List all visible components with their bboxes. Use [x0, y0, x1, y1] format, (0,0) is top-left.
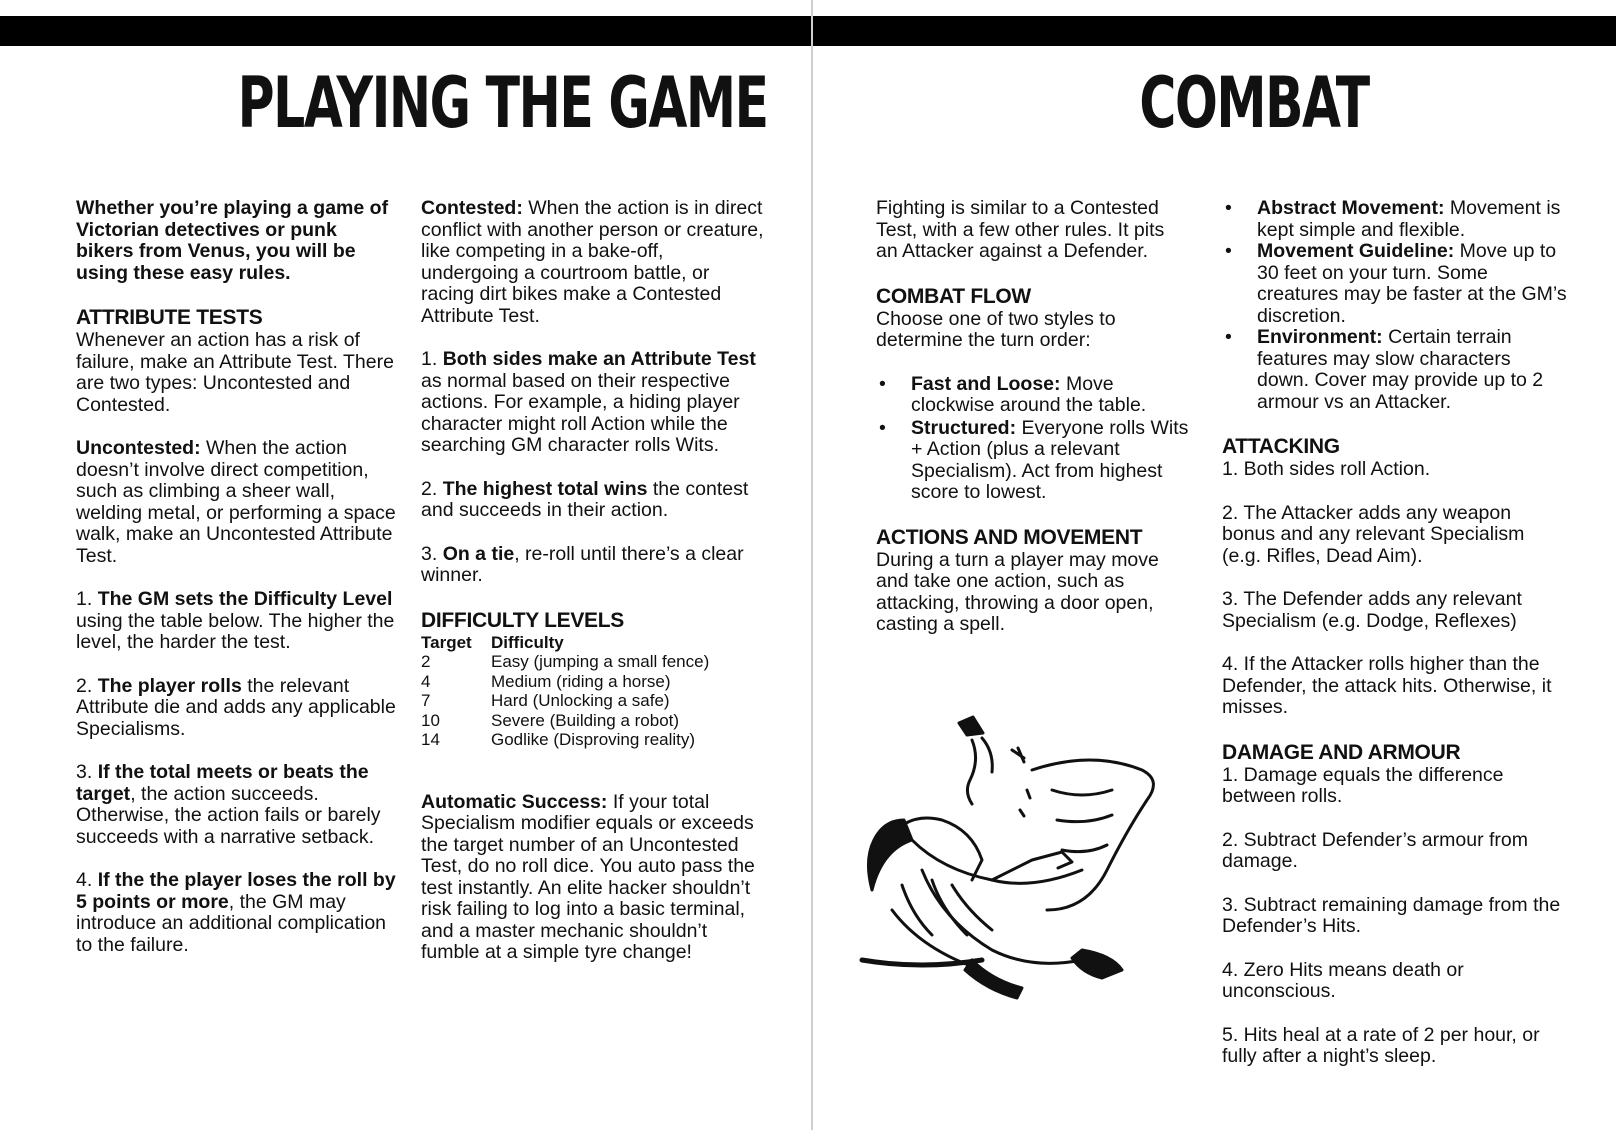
- movement-list: [1222, 198, 1567, 413]
- bullet-bold: Structured:: [911, 416, 1017, 439]
- bullet-text: Everyone rolls Wits + Action (plus a relevant Specialism). Act from highest score to lowest.: [911, 416, 1189, 503]
- column-header-target: Target: [421, 632, 472, 652]
- table-row: [421, 691, 709, 711]
- attacking-heading: ATTACKING: [1222, 435, 1340, 458]
- difficulty-cell: Easy (jumping a small fence): [491, 652, 710, 671]
- bullet-bold: Environment:: [1257, 326, 1383, 348]
- column-header-difficulty: Difficulty: [491, 632, 564, 652]
- attribute-tests-heading: ATTRIBUTE TESTS: [76, 306, 263, 329]
- attacking-step: 2. The Attacker adds any weapon bonus and any relevant Specialism (e.g. Rifles, Dead Aim).: [1222, 501, 1525, 567]
- combat-flow-body: Choose one of two styles to determine the turn order:: [876, 307, 1116, 351]
- automatic-success-paragraph: [421, 792, 766, 964]
- difficulty-cell: Hard (Unlocking a safe): [491, 691, 670, 710]
- damage-armour-heading: DAMAGE AND ARMOUR: [1222, 740, 1461, 764]
- combat-intro: Fighting is similar to a Contested Test, with a few other rules. It pits an Attacker against a Defender.: [876, 197, 1165, 262]
- bullet-text: Movement is kept simple and flexible.: [1257, 197, 1561, 241]
- table-row: [421, 652, 709, 672]
- uncontested-text: When the action doesn’t involve direct competition, such as climbing a sheer wall, welding metal, or performing a space walk, make an Uncontested Attribute Test.: [76, 437, 396, 567]
- difficulty-cell: Godlike (Disproving reality): [491, 730, 696, 749]
- step-number: 4.: [76, 869, 98, 891]
- gunslinger-illustration: [852, 710, 1182, 1010]
- left-page-column-2: [421, 198, 766, 986]
- step-text: , the action succeeds. Otherwise, the action fails or barely succeeds with a narrative setback.: [76, 782, 381, 848]
- bullet-text: Certain terrain features may slow characters down. Cover may provide up to 2 armour vs an Attacker.: [1257, 326, 1544, 413]
- damage-step: 5. Hits heal at a rate of 2 per hour, or fully after a night’s sleep.: [1222, 1023, 1540, 1067]
- left-page-column-1: [76, 198, 396, 978]
- contested-paragraph: [421, 198, 766, 327]
- table-row: [421, 672, 709, 692]
- page-title-combat: COMBAT: [1139, 62, 1369, 144]
- intro-paragraph: Whether you’re playing a game of Victorian detectives or punk bikers from Venus, you will be using these easy rules.: [76, 197, 389, 284]
- step-text: the contest and succeeds in their action.: [421, 477, 749, 521]
- right-page-column-1: [876, 198, 1191, 658]
- step-number: 3.: [76, 761, 98, 783]
- step-text: , the GM may introduce an additional complication to the failure.: [76, 890, 387, 956]
- uncontested-step: [76, 762, 396, 848]
- table-header-row: [421, 633, 709, 653]
- table-row: [421, 730, 709, 750]
- step-bold: The GM sets the Difficulty Level: [97, 588, 393, 610]
- step-text: the relevant Attribute die and adds any applicable Specialisms.: [76, 674, 396, 740]
- automatic-success-text: If your total Specialism modifier equals or exceeds the target number of an Uncontested Test, do no roll dice. You auto pass the test instantly. An elite hacker shouldn’t risk failing to log into a basic terminal, and a master mechanic shouldn’t fumble at a simple tyre change!: [421, 790, 755, 963]
- difficulty-table: [421, 633, 709, 750]
- list-item: [876, 418, 1191, 504]
- attacking-step: 3. The Defender adds any relevant Specialism (e.g. Dodge, Reflexes): [1222, 588, 1522, 632]
- step-text: , re-roll until there’s a clear winner.: [421, 542, 744, 586]
- uncontested-step: [76, 589, 396, 654]
- contested-step: [421, 544, 766, 587]
- step-text: using the table below. The higher the level, the harder the test.: [76, 609, 395, 653]
- step-bold: Both sides make an Attribute Test: [442, 348, 756, 370]
- uncontested-step: [76, 676, 396, 741]
- difficulty-levels-heading: DIFFICULTY LEVELS: [421, 608, 624, 632]
- bullet-bold: Movement Guideline:: [1257, 240, 1455, 262]
- bullet-bold: Fast and Loose:: [911, 372, 1061, 395]
- right-page-column-2: [1222, 198, 1567, 1090]
- page-gutter: [811, 0, 813, 1130]
- attacking-step: 1. Both sides roll Action.: [1222, 458, 1431, 480]
- uncontested-paragraph: [76, 438, 396, 567]
- list-item: [1222, 241, 1567, 327]
- contested-step: [421, 479, 766, 522]
- bullet-text: Move up to 30 feet on your turn. Some creatures may be faster at the GM’s discretion.: [1257, 240, 1567, 327]
- target-cell: 2: [421, 652, 431, 671]
- list-item: [1222, 327, 1567, 413]
- damage-step: 4. Zero Hits means death or unconscious.: [1222, 958, 1464, 1002]
- target-cell: 14: [421, 730, 440, 749]
- target-cell: 4: [421, 671, 431, 691]
- damage-step: 1. Damage equals the difference between rolls.: [1222, 763, 1504, 807]
- list-item: [1222, 198, 1567, 241]
- difficulty-cell: Medium (riding a horse): [491, 671, 671, 691]
- attacking-step: 4. If the Attacker rolls higher than the Defender, the attack hits. Otherwise, it misses.: [1222, 653, 1552, 718]
- step-bold: If the total meets or beats the target: [76, 761, 369, 805]
- step-number: 2.: [76, 674, 98, 697]
- bullet-bold: Abstract Movement:: [1257, 197, 1445, 219]
- attribute-tests-body: Whenever an action has a risk of failure, make an Attribute Test. There are two types: Uncontested and Contested.: [76, 329, 394, 416]
- automatic-success-label: Automatic Success:: [421, 790, 608, 813]
- step-number: 1.: [76, 588, 98, 610]
- top-black-bar: [0, 16, 1616, 46]
- actions-movement-body: During a turn a player may move and take one action, such as attacking, throwing a door open, casting a spell.: [876, 548, 1159, 635]
- step-number: 3.: [421, 542, 443, 565]
- uncontested-step: [76, 870, 396, 956]
- difficulty-cell: Severe (Building a robot): [491, 710, 680, 730]
- uncontested-label: Uncontested:: [76, 437, 201, 459]
- combat-flow-heading: COMBAT FLOW: [876, 284, 1031, 308]
- step-number: 2.: [421, 477, 443, 500]
- step-bold: The highest total wins: [442, 477, 648, 500]
- step-bold: The player rolls: [97, 674, 242, 697]
- bullet-text: Move clockwise around the table.: [911, 372, 1147, 416]
- step-bold: On a tie: [442, 542, 515, 565]
- step-text: as normal based on their respective actions. For example, a hiding player character might roll Action while the searching GM character rolls Wits.: [421, 369, 740, 456]
- list-item: [876, 374, 1191, 417]
- damage-step: 3. Subtract remaining damage from the Defender’s Hits.: [1222, 893, 1561, 937]
- contested-text: When the action is in direct conflict with another person or creature, like competing in a bake-off, undergoing a courtroom battle, or racing dirt bikes make a Contested Attribute Test.: [421, 197, 764, 327]
- target-cell: 7: [421, 691, 431, 710]
- page-title-playing-the-game: PLAYING THE GAME: [237, 62, 768, 144]
- damage-step: 2. Subtract Defender’s armour from damage.: [1222, 828, 1528, 872]
- combat-flow-list: [876, 374, 1191, 504]
- contested-step: [421, 349, 766, 457]
- contested-label: Contested:: [421, 197, 523, 219]
- step-bold: If the the player loses the roll by 5 points or more: [76, 869, 396, 913]
- step-number: 1.: [421, 348, 443, 370]
- actions-movement-heading: ACTIONS AND MOVEMENT: [876, 525, 1143, 549]
- target-cell: 10: [421, 710, 440, 730]
- table-row: [421, 711, 709, 731]
